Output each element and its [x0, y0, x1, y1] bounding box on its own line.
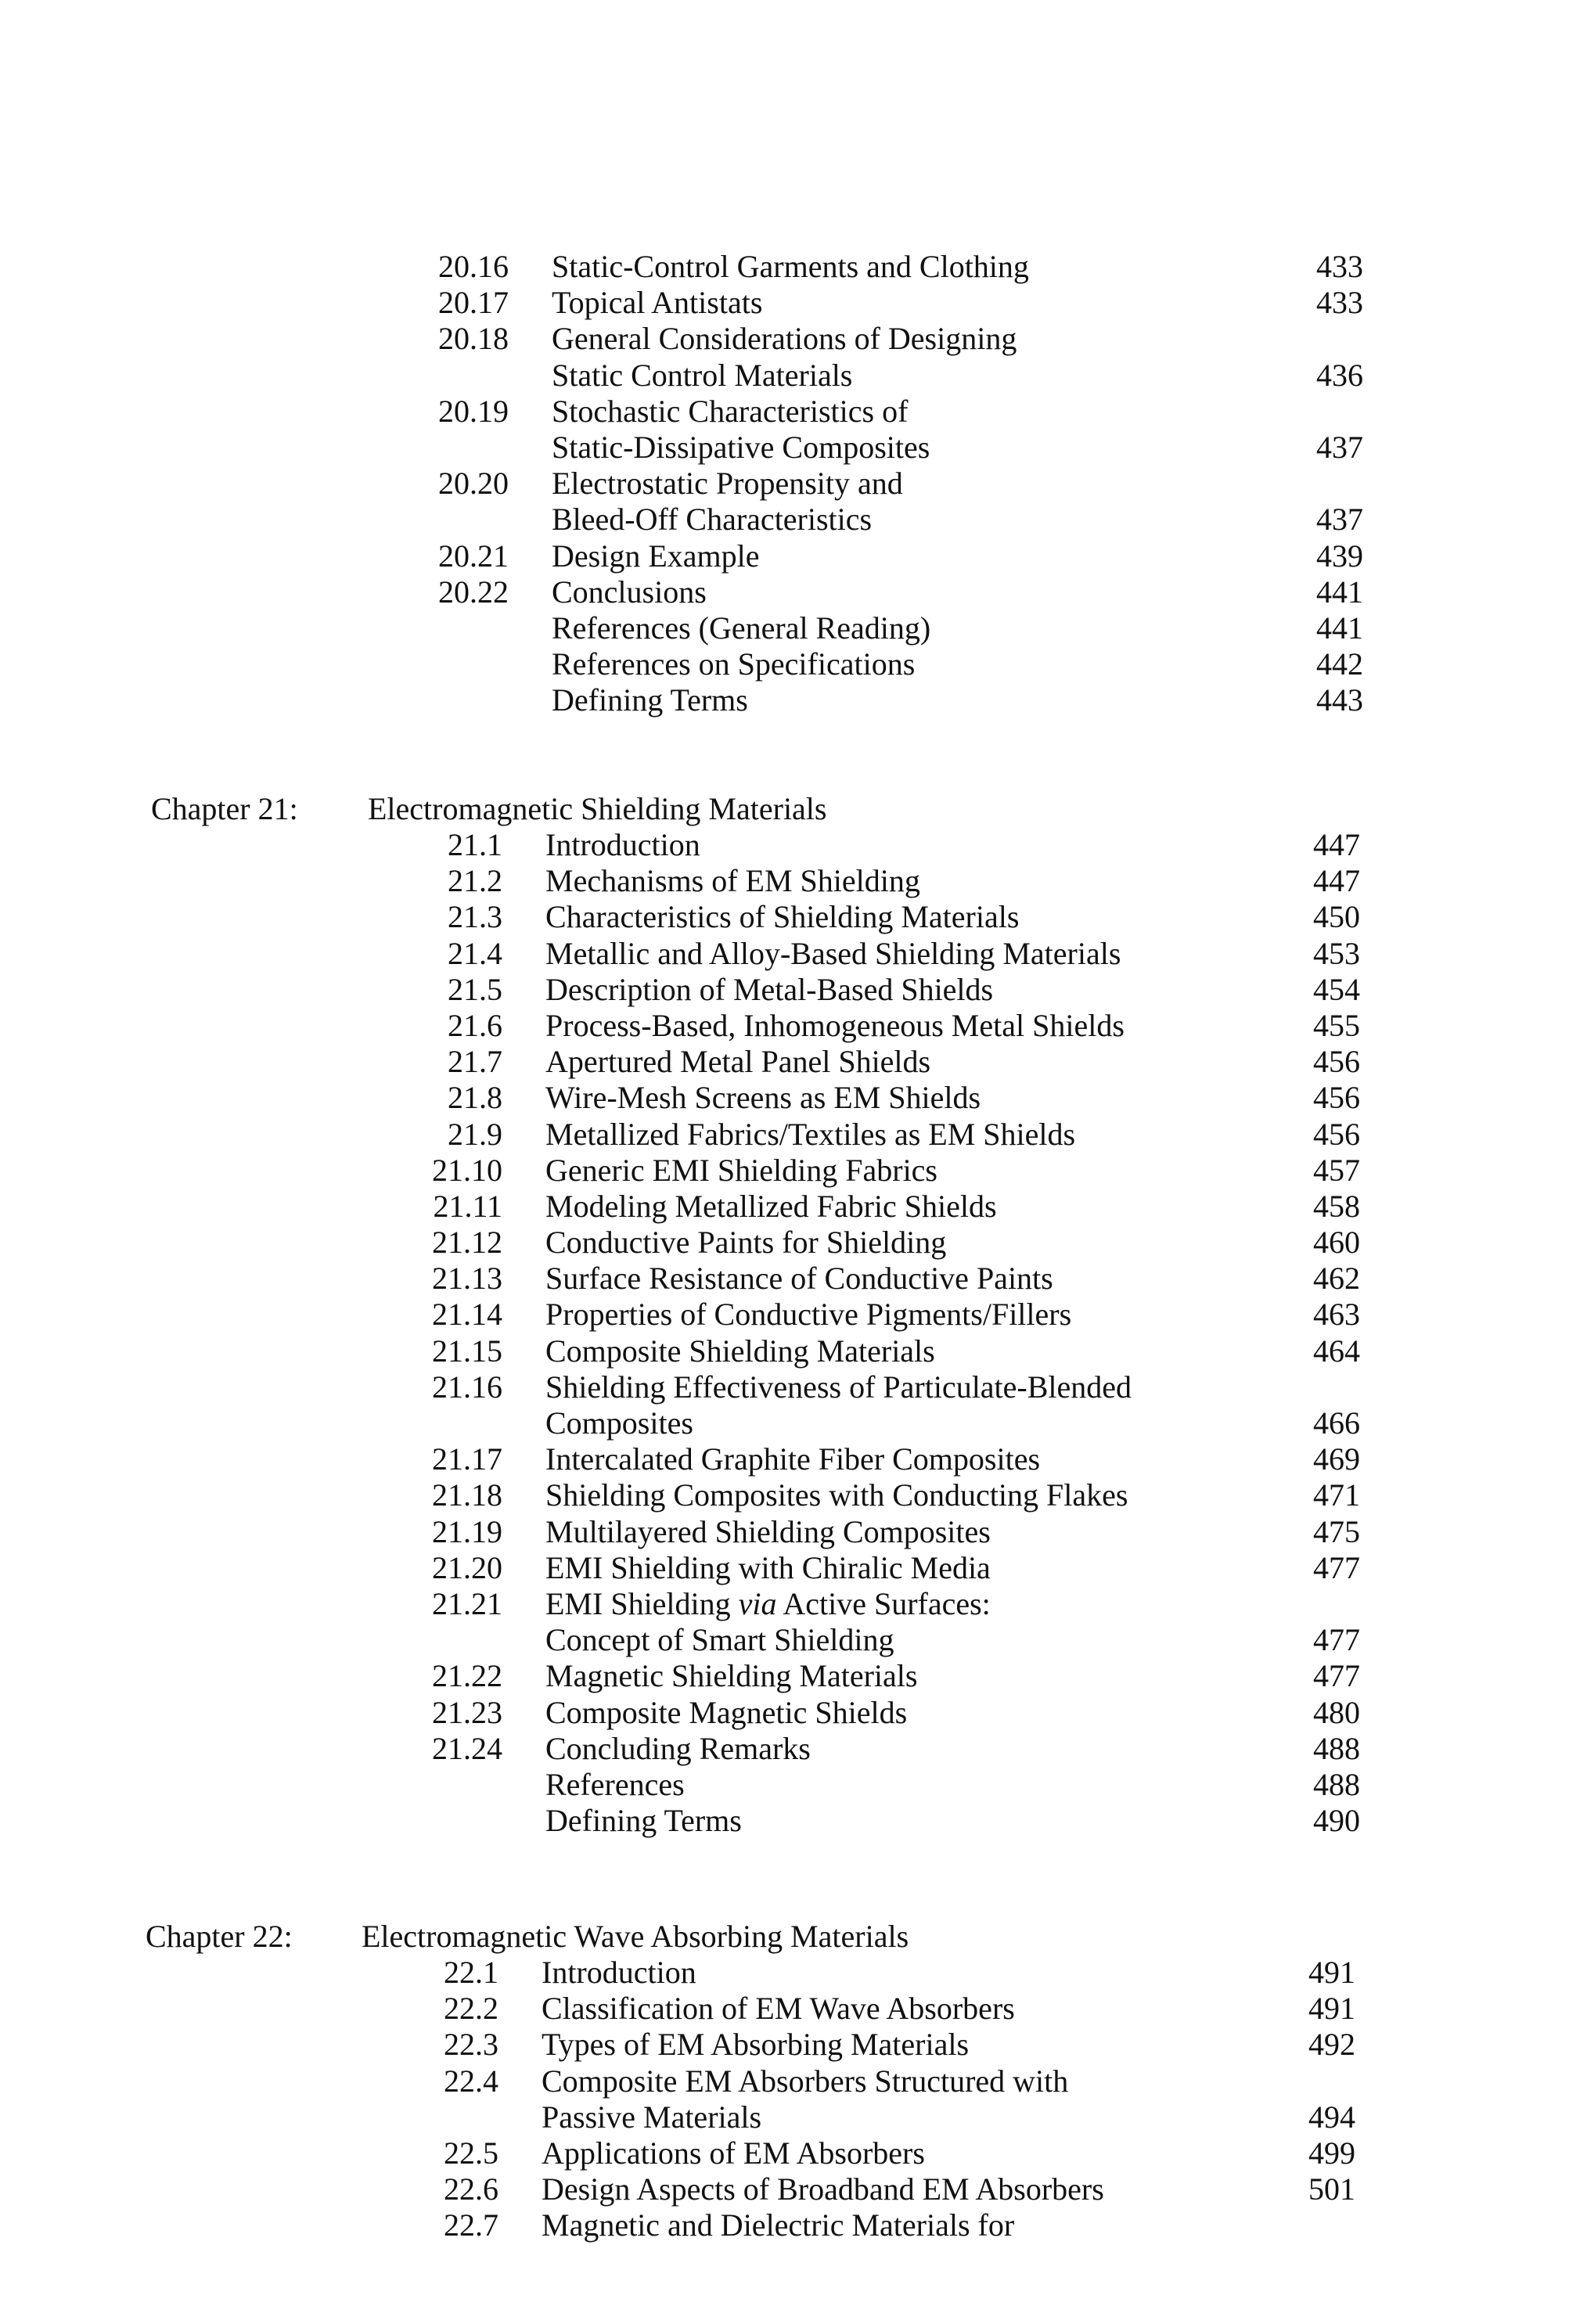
chapter-label: Chapter 22: — [146, 1919, 293, 1954]
toc-entry — [0, 1514, 1569, 1550]
section-title: Characteristics of Shielding Materials — [545, 899, 1020, 935]
page-number: 456 — [1313, 1044, 1360, 1080]
page-number: 456 — [1313, 1080, 1360, 1116]
section-title: Conclusions — [552, 574, 707, 610]
section-number: 21.10 — [432, 1152, 502, 1188]
page-number: 463 — [1313, 1297, 1360, 1333]
page-number: 439 — [1316, 538, 1363, 574]
toc-entry — [0, 1189, 1569, 1225]
section-number: 21.16 — [432, 1369, 502, 1405]
toc-entry — [0, 972, 1569, 1008]
section-title: Shielding Effectiveness of Particulate-Blended — [545, 1369, 1132, 1405]
page-number: 450 — [1313, 899, 1360, 935]
toc-entry — [0, 827, 1569, 863]
section-title: Shielding Composites with Conducting Flakes — [545, 1477, 1128, 1513]
section-title: Process-Based, Inhomogeneous Metal Shields — [545, 1007, 1125, 1043]
section-number: 21.14 — [432, 1297, 502, 1333]
toc-entry — [0, 1550, 1569, 1586]
page-number: 466 — [1313, 1405, 1360, 1441]
section-title: Applications of EM Absorbers — [542, 2135, 925, 2171]
chapter-label: Chapter 21: — [151, 791, 298, 826]
section-title: Multilayered Shielding Composites — [545, 1513, 991, 1549]
toc-entry — [0, 1767, 1569, 1803]
section-number: 20.18 — [438, 321, 509, 357]
page-number: 471 — [1313, 1477, 1360, 1513]
section-title: References on Specifications — [552, 646, 916, 682]
page-number: 436 — [1316, 357, 1363, 393]
page-number: 457 — [1313, 1152, 1360, 1188]
toc-entry — [0, 574, 1569, 610]
page-number: 447 — [1313, 827, 1360, 862]
section-number: 20.19 — [438, 393, 509, 429]
toc-entry — [0, 1153, 1569, 1189]
section-title: Introduction — [545, 827, 700, 862]
page-number: 441 — [1316, 610, 1363, 646]
section-number: 21.6 — [448, 1007, 502, 1043]
section-number: 21.20 — [432, 1549, 502, 1585]
section-title: Conductive Paints for Shielding — [545, 1225, 947, 1261]
toc-entry — [0, 466, 1569, 538]
page-number: 460 — [1313, 1225, 1360, 1261]
section-title: Modeling Metallized Fabric Shields — [545, 1188, 997, 1224]
section-title: Generic EMI Shielding Fabrics — [545, 1152, 937, 1188]
section-number: 22.4 — [444, 2063, 498, 2099]
toc-entry — [0, 1225, 1569, 1261]
page-number: 477 — [1313, 1658, 1360, 1694]
page-number: 480 — [1313, 1694, 1360, 1730]
page-number: 494 — [1308, 2099, 1355, 2135]
section-number: 21.4 — [448, 935, 502, 971]
toc-entry — [0, 2063, 1569, 2135]
section-title: Mechanisms of EM Shielding — [545, 863, 920, 899]
page-number: 488 — [1313, 1730, 1360, 1766]
section-number: 21.5 — [448, 971, 502, 1007]
section-number: 21.11 — [433, 1188, 502, 1224]
toc-entry — [0, 1658, 1569, 1694]
section-title: Composites — [545, 1405, 693, 1441]
section-title: Composite Magnetic Shields — [545, 1694, 908, 1730]
page-number: 499 — [1308, 2135, 1355, 2171]
section-title: EMI Shielding with Chiralic Media — [545, 1549, 991, 1585]
page-number: 477 — [1313, 1622, 1360, 1658]
section-title: Static-Control Garments and Clothing — [552, 249, 1029, 284]
chapter-title: Electromagnetic Shielding Materials — [368, 791, 827, 826]
section-title: Topical Antistats — [552, 285, 763, 321]
section-number: 21.18 — [432, 1477, 502, 1513]
toc-entry — [0, 249, 1569, 285]
toc-entry — [0, 2207, 1569, 2243]
section-number: 20.20 — [438, 466, 509, 502]
toc-entry — [0, 1477, 1569, 1513]
toc-entry — [0, 538, 1569, 574]
section-number: 20.16 — [438, 249, 509, 284]
section-number: 21.22 — [432, 1658, 502, 1694]
section-number: 21.7 — [448, 1044, 502, 1080]
page-number: 469 — [1313, 1441, 1360, 1477]
toc-entry — [0, 2027, 1569, 2063]
section-title: General Considerations of Designing — [552, 321, 1017, 357]
section-number: 20.21 — [438, 538, 509, 574]
page-number: 442 — [1316, 646, 1363, 682]
section-title: EMI Shielding via Active Surfaces: — [545, 1585, 991, 1621]
toc-entry — [0, 1991, 1569, 2027]
page-number: 437 — [1316, 502, 1363, 538]
section-title: Apertured Metal Panel Shields — [545, 1044, 931, 1080]
section-title: Intercalated Graphite Fiber Composites — [545, 1441, 1041, 1477]
section-number: 21.13 — [432, 1261, 502, 1297]
page-number: 464 — [1313, 1333, 1360, 1369]
toc-entry — [0, 1117, 1569, 1153]
toc-entry — [0, 321, 1569, 393]
section-title: Bleed-Off Characteristics — [552, 502, 873, 538]
section-title: Concept of Smart Shielding — [545, 1622, 894, 1658]
page-number: 441 — [1316, 574, 1363, 610]
page-number: 477 — [1313, 1549, 1360, 1585]
section-number: 22.6 — [444, 2171, 498, 2207]
section-title: Composite Shielding Materials — [545, 1333, 935, 1369]
toc-entry — [0, 2135, 1569, 2171]
section-title: Magnetic Shielding Materials — [545, 1658, 918, 1694]
toc-entry — [0, 1297, 1569, 1333]
section-number: 21.17 — [432, 1441, 502, 1477]
toc-entry — [0, 1008, 1569, 1044]
toc-entry — [0, 1044, 1569, 1080]
page-number: 475 — [1313, 1513, 1360, 1549]
section-title: Passive Materials — [542, 2099, 762, 2135]
section-number: 21.1 — [448, 827, 502, 862]
section-number: 20.22 — [438, 574, 509, 610]
page-number: 456 — [1313, 1116, 1360, 1152]
section-number: 21.8 — [448, 1080, 502, 1116]
toc-entry — [0, 863, 1569, 899]
section-number: 22.7 — [444, 2207, 498, 2243]
section-title: Defining Terms — [545, 1803, 742, 1839]
toc-entry — [0, 1695, 1569, 1731]
section-title: Static-Dissipative Composites — [552, 429, 930, 465]
toc-entry — [0, 1261, 1569, 1297]
section-title: Concluding Remarks — [545, 1730, 811, 1766]
page-number: 433 — [1316, 285, 1363, 321]
section-title: Magnetic and Dielectric Materials for — [542, 2207, 1015, 2243]
section-number: 22.2 — [444, 1991, 498, 2027]
page-number: 488 — [1313, 1766, 1360, 1802]
section-number: 21.19 — [432, 1513, 502, 1549]
section-title: Composite EM Absorbers Structured with — [542, 2063, 1069, 2099]
toc-section-21 — [0, 827, 1569, 1839]
toc-entry — [0, 1441, 1569, 1477]
section-title: Properties of Conductive Pigments/Fillers — [545, 1297, 1072, 1333]
section-title: Defining Terms — [552, 682, 748, 718]
page-number: 433 — [1316, 249, 1363, 284]
page-number: 491 — [1308, 1991, 1355, 2027]
section-title: Metallized Fabrics/Textiles as EM Shields — [545, 1116, 1076, 1152]
page-number: 454 — [1313, 971, 1360, 1007]
toc-entry — [0, 610, 1569, 646]
section-title: References (General Reading) — [552, 610, 931, 646]
section-title: Surface Resistance of Conductive Paints — [545, 1261, 1053, 1297]
section-number: 21.2 — [448, 863, 502, 899]
section-number: 21.15 — [432, 1333, 502, 1369]
section-title: Wire-Mesh Screens as EM Shields — [545, 1080, 981, 1116]
toc-entry — [0, 2171, 1569, 2207]
section-number: 21.9 — [448, 1116, 502, 1152]
page-number: 447 — [1313, 863, 1360, 899]
section-title: Design Aspects of Broadband EM Absorbers — [542, 2171, 1104, 2207]
section-title: Introduction — [542, 1955, 696, 1990]
toc-section-22 — [0, 1955, 1569, 2244]
section-title: References — [545, 1766, 685, 1802]
section-number: 21.12 — [432, 1225, 502, 1261]
section-number: 21.24 — [432, 1730, 502, 1766]
toc-entry — [0, 1333, 1569, 1369]
section-title: Electrostatic Propensity and — [552, 466, 903, 502]
section-number: 20.17 — [438, 285, 509, 321]
toc-entry — [0, 682, 1569, 718]
section-number: 21.23 — [432, 1694, 502, 1730]
section-title: Design Example — [552, 538, 760, 574]
section-number: 22.1 — [444, 1955, 498, 1990]
page-number: 462 — [1313, 1261, 1360, 1297]
toc-entry — [0, 646, 1569, 682]
page-number: 453 — [1313, 935, 1360, 971]
toc-entry — [0, 936, 1569, 972]
toc-entry — [0, 394, 1569, 466]
chapter-title: Electromagnetic Wave Absorbing Materials — [362, 1919, 909, 1954]
toc-entry — [0, 899, 1569, 935]
section-number: 22.5 — [444, 2135, 498, 2171]
page-number: 443 — [1316, 682, 1363, 718]
section-number: 21.21 — [432, 1585, 502, 1621]
toc-section-20-continued — [0, 249, 1569, 718]
section-number: 22.3 — [444, 2027, 498, 2063]
section-title: Static Control Materials — [552, 357, 853, 393]
page-number: 492 — [1308, 2027, 1355, 2063]
section-number: 21.3 — [448, 899, 502, 935]
toc-entry — [0, 1586, 1569, 1658]
section-title: Metallic and Alloy-Based Shielding Materials — [545, 935, 1121, 971]
toc-entry — [0, 1731, 1569, 1767]
page-number: 437 — [1316, 429, 1363, 465]
section-title: Types of EM Absorbing Materials — [542, 2027, 970, 2063]
section-title: Stochastic Characteristics of — [552, 393, 909, 429]
toc-entry — [0, 1803, 1569, 1839]
page-number: 501 — [1308, 2171, 1355, 2207]
toc-entry — [0, 1955, 1569, 1991]
toc-entry — [0, 1080, 1569, 1116]
toc-entry — [0, 1369, 1569, 1441]
section-title: Classification of EM Wave Absorbers — [542, 1991, 1015, 2027]
page-number: 455 — [1313, 1007, 1360, 1043]
section-title: Description of Metal-Based Shields — [545, 971, 994, 1007]
page-number: 458 — [1313, 1188, 1360, 1224]
page-number: 490 — [1313, 1803, 1360, 1839]
page-number: 491 — [1308, 1955, 1355, 1990]
toc-entry — [0, 285, 1569, 321]
